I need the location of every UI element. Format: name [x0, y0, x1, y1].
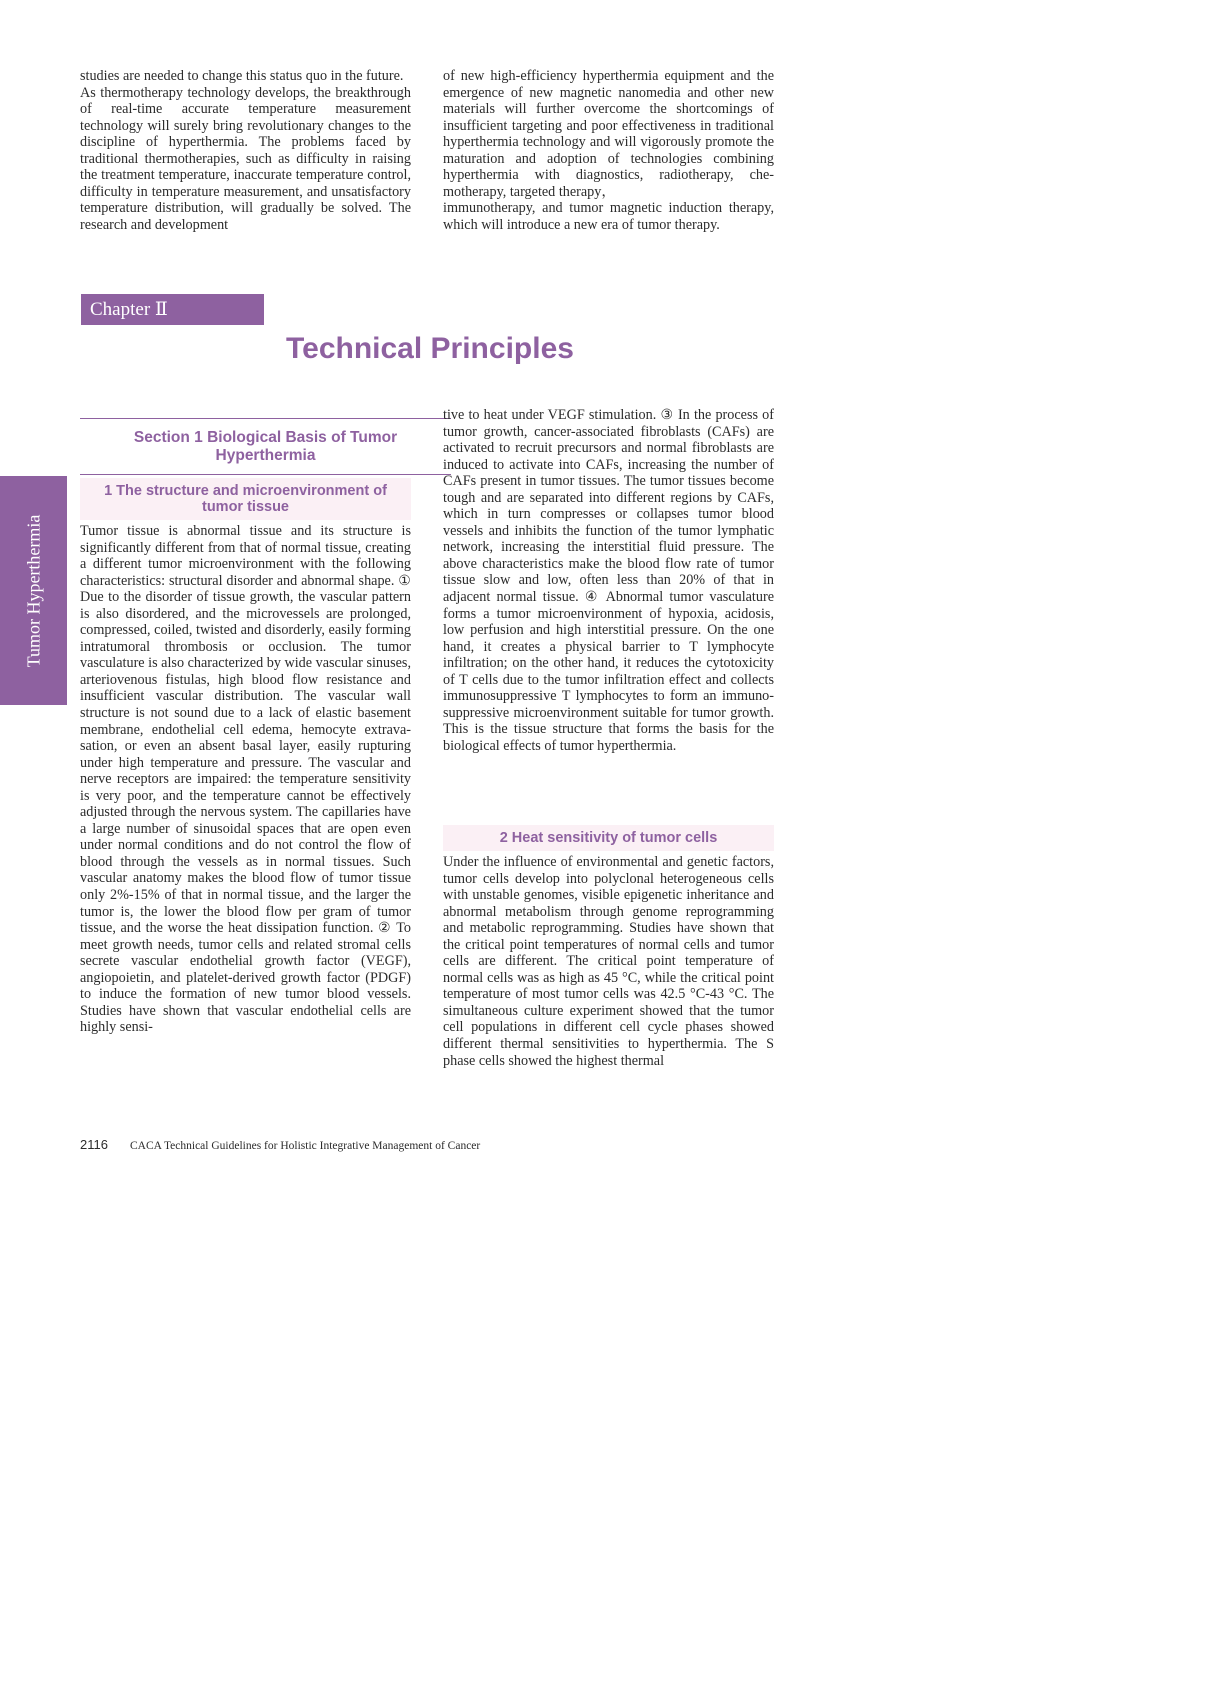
footer-text: CACA Technical Guidelines for Holistic Integrative Management of Cancer	[129, 1140, 481, 1152]
section-heading	[80, 418, 451, 475]
subsection-heading-1-text: 1 The structure and microenvironment of tumor tissue	[104, 482, 387, 515]
side-tab-label: Tumor Hyperthermia	[23, 514, 43, 667]
body-paragraph: Tumor tissue is abnormal tissue and its structure is significantly different from that of normal tissue, creating a different tumor microenvironment with the following characteristics: structural disorder and abnormal shape. ① Due to the disorder of tissue growth, the vascular pattern is also disordered, and the microvessels are prolonged, compressed, coiled, twisted and disorderly, easily forming intratumoral thrombosis or occlusion. The tumor vasculature is also characterized by wide vascular sinuses, arteriovenous fistulas, high blood flow resistance and insufficient vascular distribution. The vascular wall structure is not sound due to a lack of elastic basement membrane, endothelial cell edema, hemocyte extravasation, or even an absent basal layer, easily rupturing under high temperature and pressure. The vascular and nerve receptors are impaired: the temperature sensitivity is very poor, and the temperature cannot be effectively adjusted through the nervous system. The capillaries have a large number of sinusoidal spaces that are open even under normal conditions and do not control the flow of blood through the vessels as in normal tissues. Such vascular anatomy makes the blood flow of tumor tissue only 2%-15% of that in normal tissue, and the larger the tumor is, the lower the blood flow per gram of tumor tissue, and the worse the heat dissipation function. ② To meet growth needs, tumor cells and related stromal cells secrete vascular endothelial growth factor (VEGF), angiopoietin, and platelet-derived growth factor (PDGF) to induce the formation of new tumor blood vessels. Studies have shown that vascular endothelial cells are highly sensi-	[80, 523, 411, 1036]
page-number: 2116	[80, 1137, 108, 1152]
subsection-heading-2	[443, 825, 774, 851]
body-paragraph: immunotherapy, and tumor magnetic induction therapy, which will introduce a new era of tumor therapy.	[443, 200, 774, 233]
side-tab	[0, 476, 67, 705]
top-left-column	[80, 68, 411, 233]
body-paragraph: Under the influence of environmental and genetic factors, tumor cells develop into polyclonal heterogeneous cells with unstable genomes, visible epigenetic inheritance and abnormal metabolism through genome reprogramming and metabolic reprogramming. Studies have shown that the critical point temperatures of normal cells and tumor cells are different. The critical point temperature of normal cells was as high as 45 °C, while the critical point temperature of most tumor cells was 42.5 °C-43 °C. The simultaneous culture experiment showed that the tumor cell populations in different cell cycle phases showed different thermal sensitivities to hyperthermia. The S phase cells showed the highest thermal	[443, 854, 774, 1069]
main-left-column	[80, 523, 411, 1036]
subsection-2-column	[443, 854, 774, 1069]
subsection-heading-2-text: 2 Heat sensitivity of tumor cells	[499, 829, 718, 846]
section-heading-text: Section 1 Biological Basis of Tumor Hyperthermia	[133, 429, 398, 464]
page-footer	[80, 1136, 480, 1154]
body-paragraph: studies are needed to change this status quo in the future.	[80, 68, 404, 84]
body-paragraph: of new high-efficiency hyperthermia equipment and the emergence of new magnetic nanomedia and other new materials will further overcome the shortcomings of insufficient targeting and poor effectiveness in traditional hyperthermia technology and will vigorously promote the maturation and adoption of technologies combining hyperthermia with diagnostics, radiotherapy, chemotherapy, targeted therapy，	[443, 68, 774, 200]
top-right-column	[443, 68, 774, 233]
body-paragraph: tive to heat under VEGF stimulation. ③ In the process of tumor growth, cancer-associated fibroblasts (CAFs) are activated to recruit precursors and normal fibroblasts are induced to activate into CAFs, increasing the number of CAFs present in tumor tissues. The tumor tissues become tough and are separated into different regions by CAFs, which in turn compresses or collapses tumor blood vessels and inhibits the function of the tumor lymphatic network, increasing the interstitial fluid pressure. The above characteristics make the blood flow rate of tumor tissue slow and low, often less than 20% of that in adjacent normal tissue. ④ Abnormal tumor vasculature forms a tumor microenvironment of hypoxia, acidosis, low perfusion and high interstitial pressure. On the one hand, it creates a physical barrier to T lymphocyte infiltration; on the other hand, it reduces the cytotoxicity of T cells due to the tumor infiltration effect and collects immunosuppressive T lymphocytes to form an immunosuppressive microenvironment suitable for tumor growth. This is the tissue structure that forms the basis for the biological effects of tumor hyperthermia.	[443, 407, 774, 754]
subsection-heading-1	[80, 478, 411, 520]
chapter-label: Chapter Ⅱ	[81, 294, 264, 325]
body-paragraph: As thermotherapy technology develops, the breakthrough of real-time accurate temperature measurement technology will surely bring revolutionary changes to the discipline of hyperthermia. The problems faced by traditional thermotherapies, such as difficulty in raising the treatment temperature, inaccurate temperature control, difficulty in temperature measurement, and unsatisfactory temperature distribution, will gradually be solved. The research and development	[80, 84, 411, 233]
main-right-column	[443, 407, 774, 754]
chapter-title: Technical Principles	[286, 332, 574, 365]
